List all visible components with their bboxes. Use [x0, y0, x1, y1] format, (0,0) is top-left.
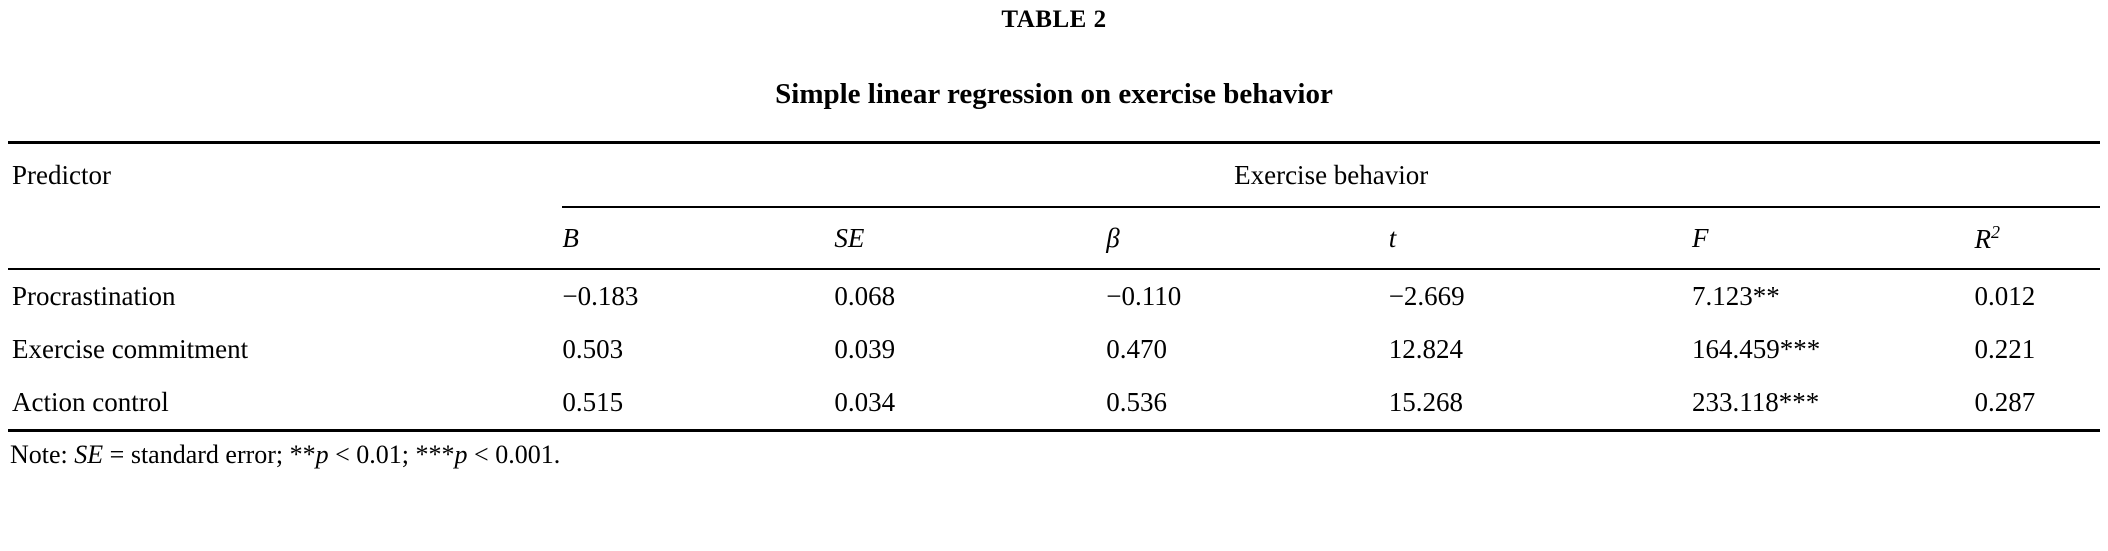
cell-r2: 0.287 — [1974, 376, 2100, 431]
cell-beta: 0.470 — [1106, 334, 1168, 364]
cell-se: 0.068 — [834, 281, 896, 311]
note-tail: < 0.001. — [467, 440, 561, 469]
note-mid-2: < 0.01; *** — [328, 440, 455, 469]
cell-beta: −0.110 — [1106, 281, 1182, 311]
r2-exponent: 2 — [1990, 221, 2000, 242]
column-header-t: t — [1388, 222, 1397, 253]
table-row — [8, 269, 2100, 323]
regression-table — [8, 141, 2100, 432]
cell-se: 0.039 — [834, 334, 896, 364]
table-row — [8, 376, 2100, 431]
cell-r2: 0.221 — [1974, 334, 2036, 364]
column-header-b: B — [562, 222, 579, 253]
cell-b: −0.183 — [562, 281, 639, 311]
cell-se: 0.034 — [834, 376, 1106, 431]
cell-f: 233.118*** — [1692, 376, 1974, 431]
column-group-header-exercise-behavior — [562, 143, 2100, 207]
table-title: Simple linear regression on exercise behavior — [775, 78, 1333, 110]
note-prefix: Note: — [10, 440, 75, 469]
subheader-predictor-blank — [8, 207, 562, 268]
column-header-beta: β — [1106, 222, 1120, 253]
row-predictor-label: Action control — [8, 376, 562, 431]
cell-beta: 0.536 — [1106, 376, 1388, 431]
row-predictor-label: Exercise commitment — [12, 334, 249, 364]
cell-f: 7.123** — [1692, 281, 1780, 311]
cell-f: 164.459*** — [1692, 334, 1821, 364]
column-header-se: SE — [834, 222, 865, 253]
table-note — [8, 440, 2100, 470]
table-subheader-row — [8, 207, 2100, 268]
cell-t: 12.824 — [1388, 334, 1463, 364]
note-p-italic-2: p — [454, 440, 468, 469]
cell-t: 15.268 — [1389, 376, 1692, 431]
note-p-italic-1: p — [315, 440, 329, 469]
group-header-label: Exercise behavior — [1234, 159, 1429, 190]
cell-b: 0.503 — [562, 334, 624, 364]
table-header-row — [8, 143, 2100, 207]
note-mid: = standard error; ** — [103, 440, 316, 469]
cell-r2: 0.012 — [1974, 281, 2036, 311]
column-header-f: F — [1692, 222, 1709, 253]
note-se-italic: SE — [74, 440, 104, 469]
row-predictor-label: Procrastination — [12, 281, 176, 311]
table-row — [8, 323, 2100, 376]
cell-t: −2.669 — [1388, 281, 1465, 311]
r2-base: R — [1974, 223, 1991, 254]
table-page — [0, 6, 2108, 551]
column-header-predictor: Predictor — [8, 143, 562, 207]
table-number: TABLE 2 — [1001, 6, 1107, 33]
cell-b: 0.515 — [562, 376, 834, 431]
column-header-r2 — [1974, 207, 2100, 268]
